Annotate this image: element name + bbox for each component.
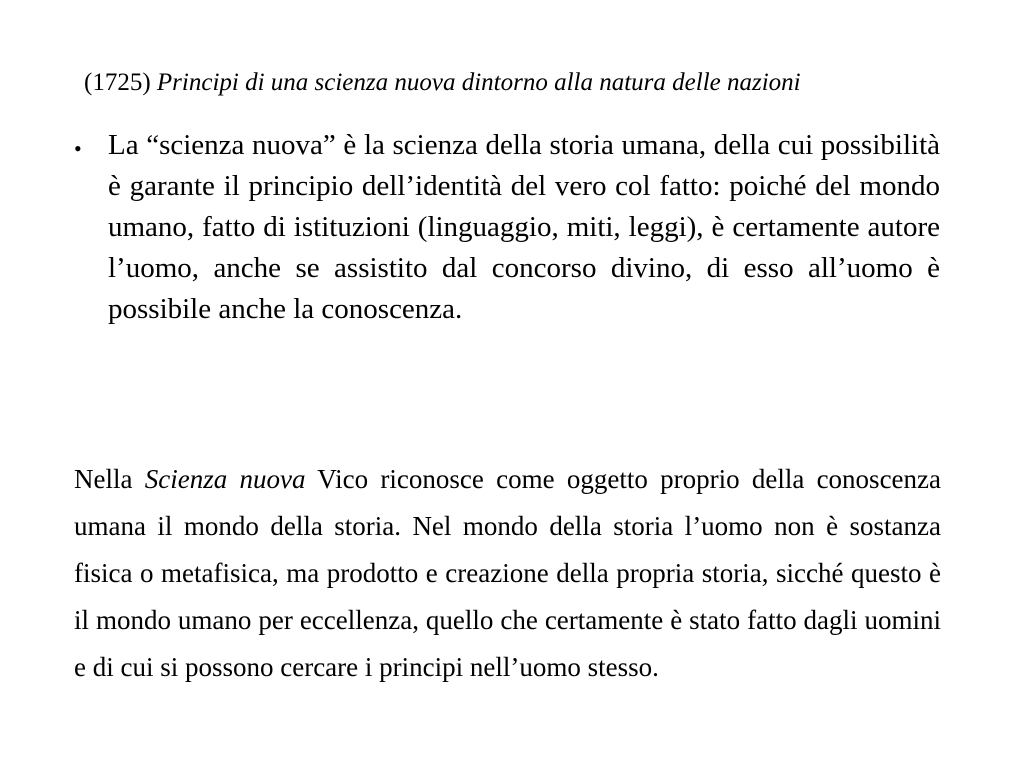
title-year: (1725)	[84, 69, 151, 96]
paragraph-lead: Nella	[74, 464, 133, 494]
title-work: Principi di una scienza nuova dintorno alla natura delle nazioni	[156, 69, 801, 96]
bullet-text: La “scienza nuova” è la scienza della storia umana, della cui possibilità è garante il principio dell’identità del vero col fatto: poiché del mondo umano, fatto di istituzioni (linguaggio, miti, leggi), è certamente autore l’uomo, anche se assistito dal concorso divino, di esso all’uomo è possibile anche la conoscenza.	[108, 129, 940, 325]
bullet-marker: •	[74, 136, 82, 161]
body-paragraph	[74, 456, 941, 691]
slide-title	[84, 66, 944, 100]
paragraph-work-title: Scienza nuova	[144, 464, 306, 494]
paragraph-rest: Vico riconosce come oggetto proprio della conoscenza umana il mondo della storia. Nel mondo della storia l’uomo non è sostanza fisica o metafisica, ma prodotto e creazione della propria storia, sicché questo è il mondo umano per eccellenza, quello che certamente è stato fatto dagli uomini e di cui si possono cercare i principi nell’uomo stesso.	[74, 464, 942, 682]
